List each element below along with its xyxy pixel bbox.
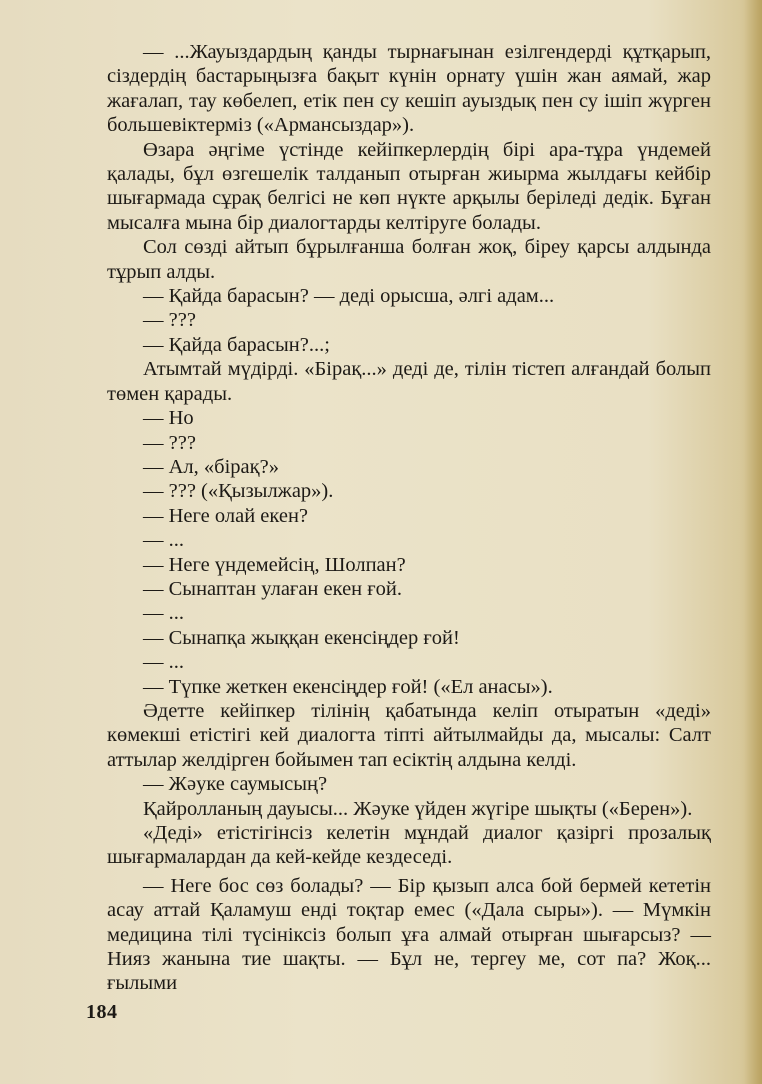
paragraph: — ...Жауыздардың қанды тырнағынан езілгендерді құтқарып, сіздердің бастарыңызға бақыт күнін орнату үшін жан аямай, жар жағалап, тау көбелеп, етік пен су кешіп ауыздық пен су ішіп жүрген большевіктерміз («Армансыздар»). bbox=[107, 41, 711, 137]
dialog-line: — Жәуке саумысың? bbox=[143, 773, 328, 796]
page-text bbox=[107, 40, 711, 996]
dialog-line: — ??? («Қызылжар»). bbox=[143, 480, 334, 503]
dialog-line: — Түпке жеткен екенсіңдер ғой! («Ел анасы»). bbox=[143, 675, 553, 698]
dialog-line: — Неге үндемейсің, Шолпан? bbox=[143, 553, 406, 576]
paragraph: «Деді» етістігінсіз келетін мұндай диалог қазіргі прозалық шығармалардан да кей-кейде кездеседі. bbox=[107, 822, 711, 869]
dialog-line: — Но bbox=[143, 407, 194, 430]
page-edge-shadow bbox=[744, 0, 762, 1084]
dialog-line: — ??? bbox=[143, 431, 196, 454]
dialog-line: — Ал, «бірақ?» bbox=[143, 455, 279, 478]
paragraph: Атымтай мүдірді. «Бірақ...» деді де, тілін тістеп алғандай болып төмен қарады. bbox=[107, 358, 711, 405]
dialog-line: — ??? bbox=[143, 309, 196, 332]
dialog-line: — Сынапқа жыққан екенсіңдер ғой! bbox=[143, 626, 460, 649]
dialog-line: — ... bbox=[143, 529, 184, 552]
dialog-line: — ... bbox=[143, 602, 184, 625]
dialog-line: — ... bbox=[143, 651, 184, 674]
paragraph: Сол сөзді айтып бұрылғанша болған жоқ, біреу қарсы алдында тұрып алды. bbox=[107, 236, 711, 283]
dialog-line: — Неге олай екен? bbox=[143, 504, 309, 527]
page-number: 184 bbox=[86, 1001, 118, 1023]
dialog-line: — Сынаптан улаған екен ғой. bbox=[143, 577, 403, 600]
paragraph: — Неге бос сөз болады? — Бір қызып алса бой бермей кететін асау аттай Қаламуш енді тоқтар емес («Дала сыры»). — Мүмкін медицина тілі түсініксіз болып ұға алмай отырған шығарсыз? — Нияз жанына тие шақты. — Бұл не, тергеу ме, сот па? Жоқ... ғылыми bbox=[107, 874, 711, 995]
dialog-line: — Қайда барасын?...; bbox=[143, 333, 330, 356]
paragraph: Өзара әңгіме үстінде кейіпкерлердің бірі ара-тұра үндемей қалады, бұл өзгешелік талданып отырған жиырма жылдағы кейбір шығармада сұрақ белгісі не көп нүкте арқылы беріледі дедік. Бұған мысалға мына бір диалогтарды келтіруге болады. bbox=[107, 138, 711, 234]
dialog-line: — Қайда барасын? — деді орысша, әлгі адам... bbox=[143, 285, 555, 308]
paragraph: Әдетте кейіпкер тілінің қабатында келіп отыратын «деді» көмекші етістігі кей диалогта тіпті айтылмайды да, мысалы: Салт аттылар желдірген бойымен тап есіктің алдына келді. bbox=[107, 699, 711, 771]
paragraph: Қайролланың дауысы... Жәуке үйден жүгіре шықты («Берен»). bbox=[143, 797, 693, 820]
